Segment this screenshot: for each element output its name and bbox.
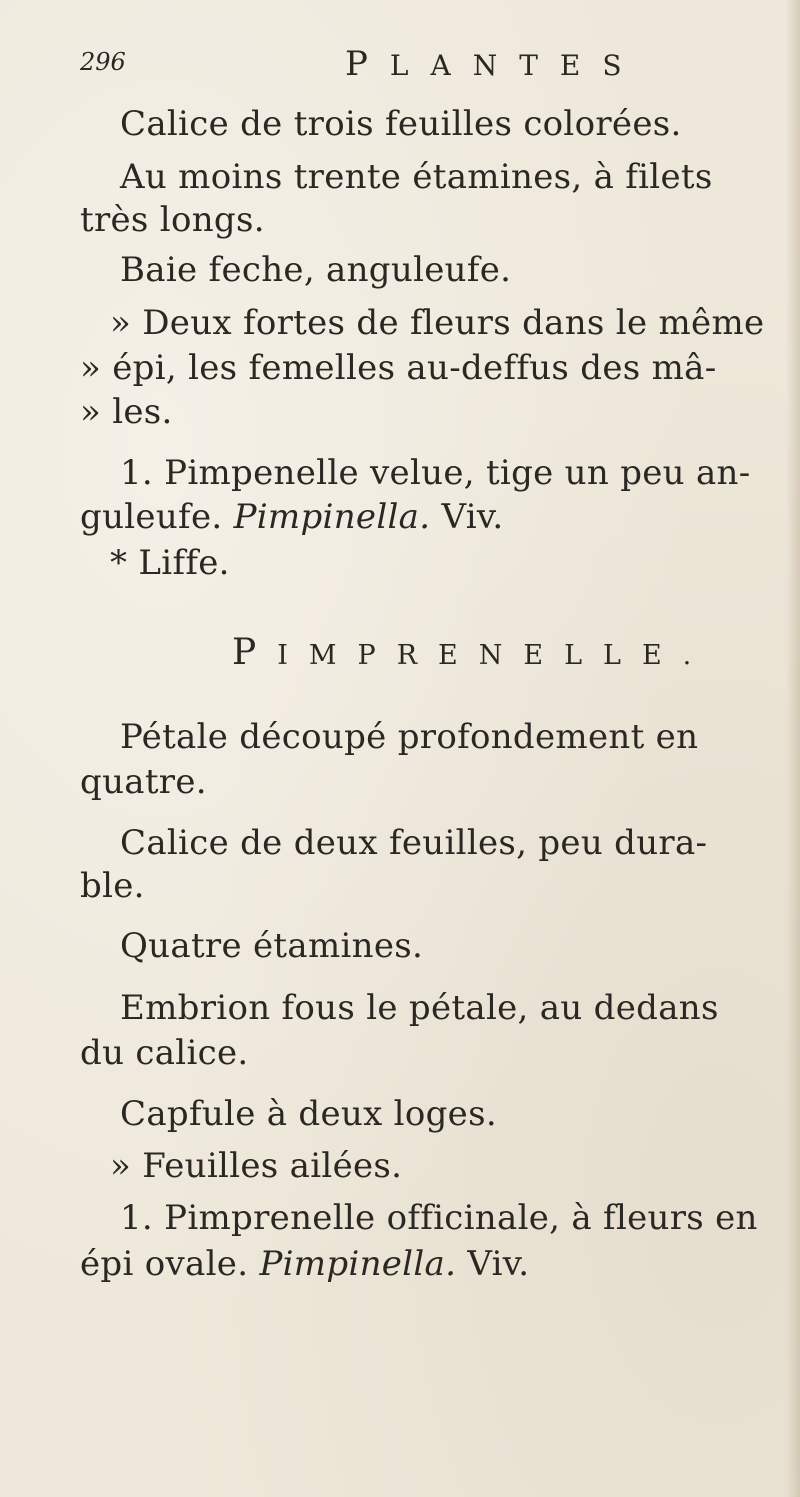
- latin-name: Pimpinella.: [233, 497, 431, 537]
- text-line: [80, 497, 503, 537]
- running-header: [345, 44, 644, 84]
- text-line: » Feuilles ailées.: [110, 1146, 403, 1186]
- section-title-rest: IMPRENELLE.: [277, 640, 713, 671]
- text-line: du calice.: [80, 1033, 249, 1073]
- section-title: [232, 632, 712, 673]
- latin-name: Pimpinella.: [259, 1244, 457, 1284]
- page-edge-shadow: [786, 0, 800, 1497]
- text-line: Quatre étamines.: [120, 926, 424, 966]
- text-segment: guleufe.: [80, 497, 223, 537]
- text-line: très longs.: [80, 200, 265, 240]
- text-line: [80, 1244, 529, 1284]
- text-line: Capfule à deux loges.: [120, 1094, 497, 1134]
- section-title-initial: P: [232, 632, 278, 673]
- text-line: 1. Pimpenelle velue, tige un peu an-: [120, 453, 751, 493]
- text-line: » Deux fortes de fleurs dans le même: [110, 303, 765, 343]
- abbreviation: Viv.: [441, 497, 504, 537]
- running-header-rest: LANTES: [389, 49, 644, 82]
- text-line: 1. Pimprenelle officinale, à fleurs en: [120, 1198, 758, 1238]
- text-line: Pétale découpé profondement en: [120, 717, 699, 757]
- text-segment: épi ovale.: [80, 1244, 249, 1284]
- running-header-initial: P: [345, 44, 390, 84]
- text-line: Baie feche, anguleufe.: [120, 250, 512, 290]
- text-line: Calice de deux feuilles, peu dura-: [120, 823, 708, 863]
- abbreviation: Viv.: [467, 1244, 530, 1284]
- text-line: » les.: [80, 392, 173, 432]
- text-line: quatre.: [80, 762, 207, 802]
- text-line: * Liffe.: [110, 543, 230, 583]
- text-line: Au moins trente étamines, à filets: [120, 157, 713, 197]
- text-line: ble.: [80, 866, 145, 906]
- text-line: Calice de trois feuilles colorées.: [120, 104, 682, 144]
- text-line: » épi, les femelles au-deffus des mâ-: [80, 348, 717, 388]
- page-number: 296: [80, 48, 126, 76]
- text-line: Embrion fous le pétale, au dedans: [120, 988, 719, 1028]
